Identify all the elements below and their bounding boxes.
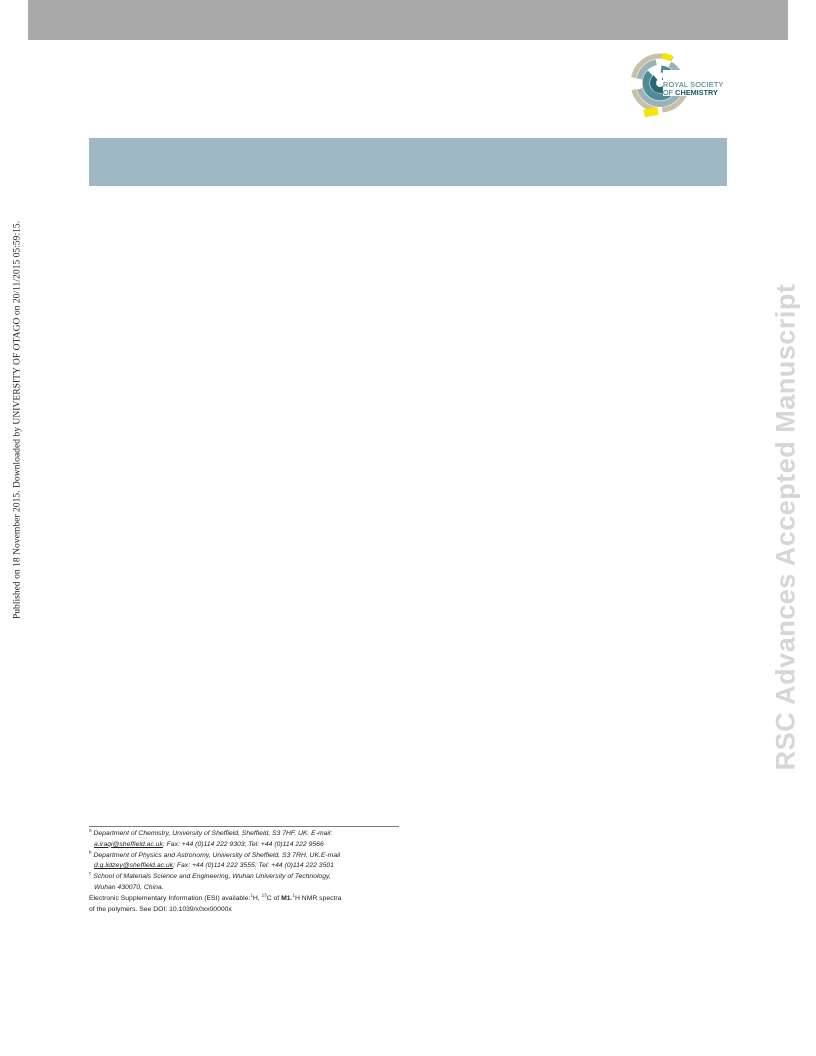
title-band — [89, 138, 727, 186]
logo-line1: ROYAL SOCIETY — [663, 80, 724, 89]
logo-line2: OF CHEMISTRY — [663, 88, 718, 98]
footnote-a: $^a$ Department of Chemistry, University of Sheffield, Sheffield, S3 7HF, UK. E-mail: a.iraqi@sheffield.ac.uk; Fax: +44 (0)114 222 9303; Tel: +44 (0)114 222 9566 — [89, 827, 333, 848]
rsc-logo-text — [663, 81, 724, 97]
published-download-notice: Published on 18 November 2015. Downloaded by UNIVERSITY OF OTAGO on 20/11/2015 05:59:15. — [11, 220, 23, 620]
email-link-iraqi[interactable]: a.iraqi@sheffield.ac.uk — [94, 840, 163, 848]
footnote-b: $^b$ Department of Physics and Astronomy, University of Sheffield, S3 7RH, UK.E-mail d.g.lidzey@sheffield.ac.uk; Fax: +44 (0)114 222 3555; Tel: +44 (0)114 222 3501 — [89, 849, 341, 870]
header-bar — [28, 0, 788, 40]
email-link-lidzey[interactable]: d.g.lidzey@sheffield.ac.uk — [94, 862, 174, 870]
accepted-manuscript-watermark: RSC Advances Accepted Manuscript — [770, 283, 801, 771]
esi-note: Electronic Supplementary Information (ESI) available:$^1$H, $^{13}$C of M1.$^1$H NMR spectra of the polymers. See DOI: 10.1039/x0xx00000x — [89, 892, 342, 913]
footnote-divider — [89, 826, 399, 827]
footnote-c: $^c$ School of Materials Science and Engineering, Wuhan University of Technology, Wuhan 430070, China. — [89, 870, 331, 891]
footnotes — [89, 829, 419, 915]
